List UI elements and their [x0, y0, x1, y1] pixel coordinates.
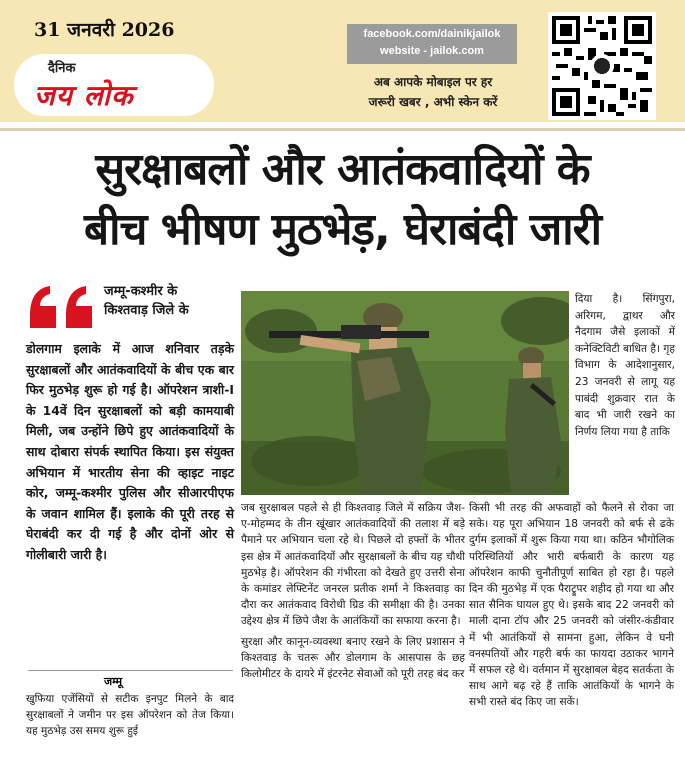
column-2-para-2: सुरक्षा और कानून-व्यवस्था बनाए रखने के लिए प्रशासन ने किश्तवाड़ के चतरू और डोलगाम के आसपास के छह किलोमीटर के दायरे में इंटरनेट सेवाओं को पूरी तरह बंद कर: [241, 635, 465, 681]
website-link[interactable]: website - jailok.com: [380, 45, 484, 57]
column-2: [241, 500, 465, 682]
quote-icon: [26, 282, 98, 334]
dateline: जम्मू: [28, 670, 233, 689]
soldiers-photo: [241, 291, 569, 495]
scan-message: [333, 72, 533, 112]
article-headline: [0, 140, 685, 260]
column-2-para-1: जब सुरक्षाबल पहले से ही किश्तवाड़ जिले में सक्रिय जैश-ए-मोहम्मद के तीन खूंखार आतंकवादियों की तलाश में बड़े पैमाने पर अभियान चला रहे थे। पिछले दो हफ्तों के भीतर इस क्षेत्र में आतंकवादियों और सुरक्षाबलों के बीच यह चौथी मुठभेड़ है। ऑपरेशन की गंभीरता को देखते हुए उत्तरी सेना के कमांडर लेफ्टिनेंट जनरल प्रतीक शर्मा ने किश्तवाड़ का दौरा कर आतंकवाद विरोधी ग्रिड की समीक्षा की है। उनका उद्देश्य क्षेत्र में छिपे जैश के आतंकियों का सफाया करना है।: [241, 502, 465, 628]
logo-prefix: दैनिक: [48, 61, 76, 76]
headline-line-2: बीच भीषण मुठभेड़, घेराबंदी जारी: [83, 204, 602, 255]
divider: [0, 128, 685, 131]
masthead: [0, 0, 685, 122]
social-links: [347, 24, 517, 64]
facebook-link[interactable]: facebook.com/dainikjailok: [363, 28, 501, 40]
scan-line-1: अब आपके मोबाइल पर हर: [373, 75, 493, 89]
column-1-bottom: खुफिया एजेंसियों से सटीक इनपुट मिलने के बाद सुरक्षाबलों ने जमीन पर इस ऑपरेशन को तेज किया। यह मुठभेड़ उस समय शुरू हुई: [26, 693, 234, 737]
intro-top: जम्मू-कश्मीर के किश्तवाड़ जिले के: [104, 284, 189, 318]
scan-line-2: जरूरी खबर , अभी स्केन करें: [368, 95, 498, 109]
headline-line-1: सुरक्षाबलों और आतंकवादियों के: [95, 144, 590, 195]
column-3-top: दिया है। सिंगपुरा, अरिगम, द्वाथर और नैदगाम जैसे इलाकों में कनेक्टिविटी बाधित है। गृह विभाग के आदेशानुसार, 23 जनवरी से लागू यह पाबंदी शुक्रवार रात के बाद भी जारी रखने का निर्णय लिया गया है ताकि: [575, 293, 676, 438]
logo-title: जय लोक: [34, 79, 134, 112]
intro-paragraph: डोलगाम इलाके में आज शनिवार तड़के सुरक्षाबलों और आतंकवादियों के बीच एक बार फिर मुठभेड़ शुरू हो गई है। ऑपरेशन त्राशी-I के 14वें दिन सुरक्षाबलों को बड़ी कामयाबी मिली, जब उन्होंने छिपे हुए आतंकवादियों के साथ दोबारा संपर्क स्थापित किया। इस संयुक्त अभियान में भारतीय सेना की व्हाइट नाइट कोर, जम्मू-कश्मीर पुलिस और सीआरपीएफ के जवान शामिल हैं। इलाके की पूरी तरह से घेराबंदी कर दी गई है और दोनों ओर से गोलीबारी जारी है।: [26, 341, 234, 562]
issue-date: 31 जनवरी 2026: [34, 19, 175, 41]
qr-code-icon[interactable]: [548, 12, 656, 120]
column-3: किसी भी तरह की अफवाहों को फैलने से रोका जा सके। यह पूरा अभियान 18 जनवरी को बर्फ से ढके दुर्गम इलाकों में शुरू किया गया था। कठिन भौगोलिक परिस्थितियों और भारी बर्फबारी के कारण यह ऑपरेशन काफी चुनौतीपूर्ण साबित हो रहा है। पहले दिन की मुठभेड़ में एक पैराट्रूपर शहीद हो गया था और सात सैनिक घायल हुए थे। इसके बाद 22 जनवरी को माली दाना टॉप और 25 जनवरी को जंसीर-कंडीवार में भी आतंकियों से सामना हुआ, लेकिन वे घनी वनस्पतियों और गहरी बर्फ का फायदा उठाकर भागने में सफल रहे थे। वर्तमान में सुरक्षाबल बेहद सतर्कता के साथ आगे बढ़ रहे हैं ताकि आतंकियों के भागने के सभी रास्ते बंद किए जा सकें।: [469, 502, 674, 709]
newspaper-logo: [14, 54, 214, 116]
